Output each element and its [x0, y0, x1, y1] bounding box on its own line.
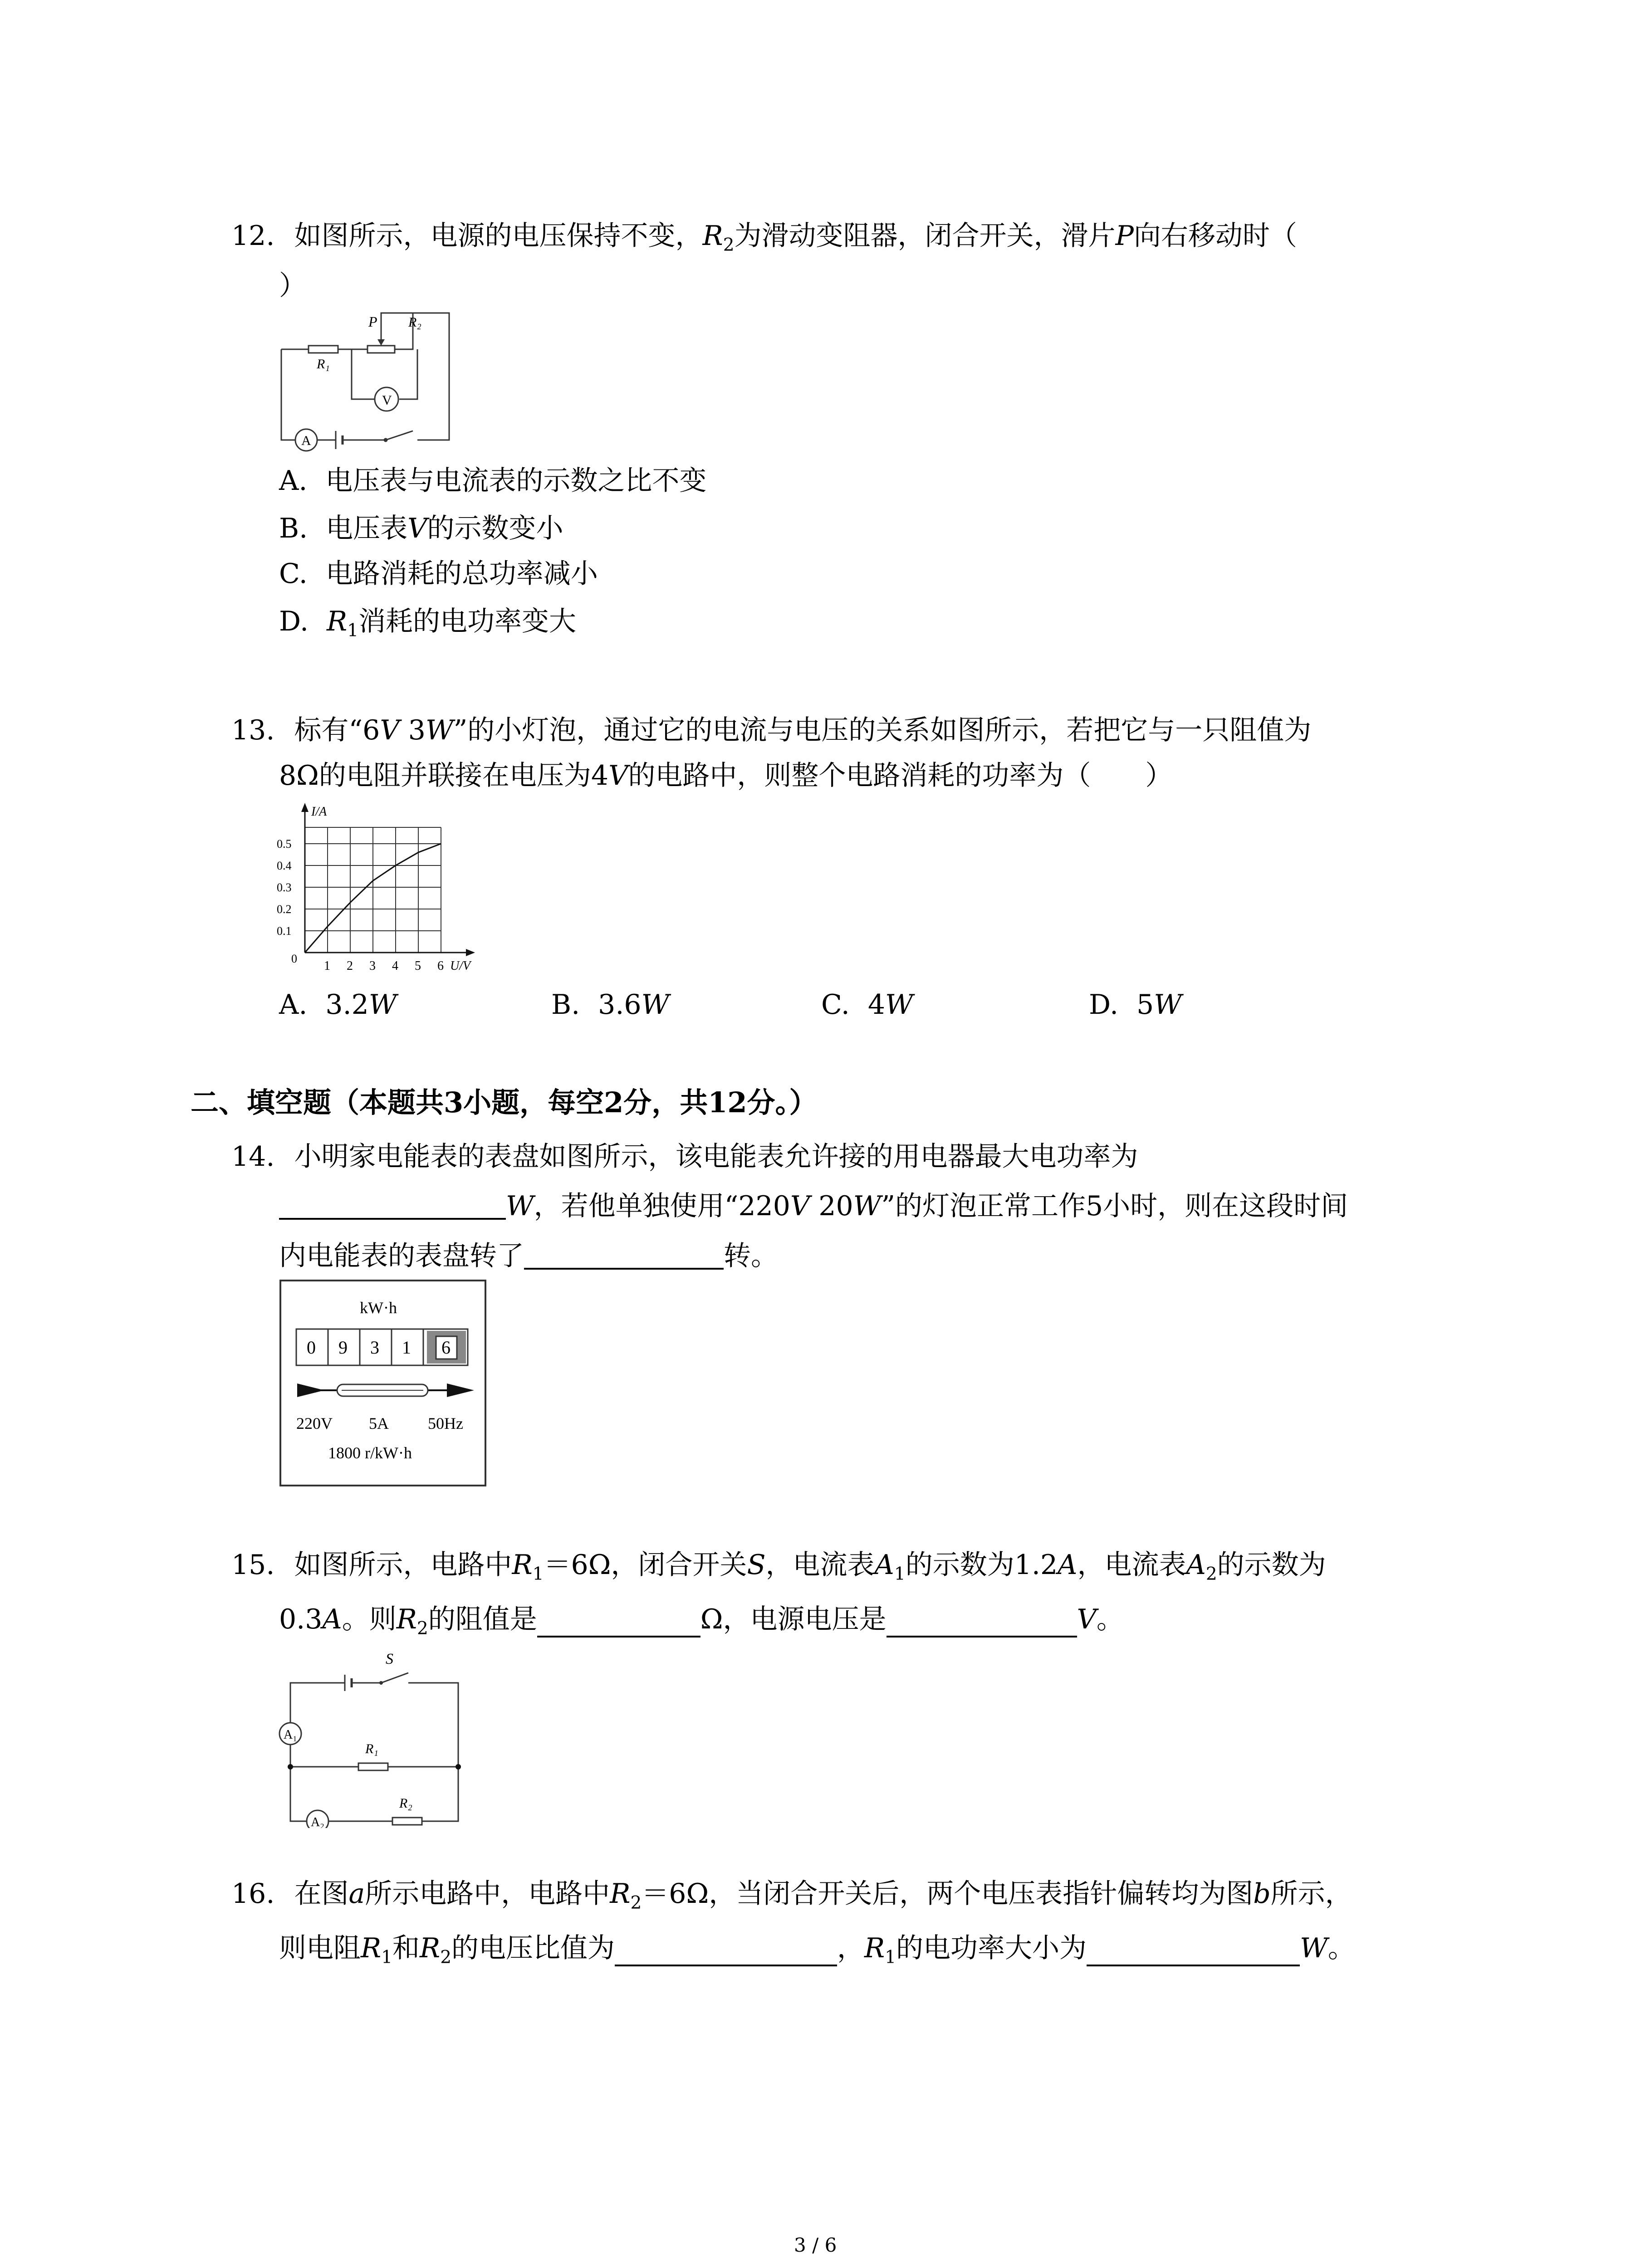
option-label: D. — [1089, 989, 1119, 1021]
q15-text-d: Ω，电源电压是 — [700, 1603, 887, 1635]
x-tick-label: 2 — [347, 959, 353, 973]
q15-var-r: R — [512, 1549, 533, 1581]
option-sub: 1 — [347, 621, 359, 641]
meter-rating-current: 5A — [369, 1414, 389, 1432]
q16-var-r2: R — [420, 1932, 441, 1964]
x-axis-arrow-icon — [466, 949, 475, 956]
q14-text: 小明家电能表的表盘如图所示，该电能表允许接的用电器最大电功率为 — [294, 1141, 1138, 1173]
option-label: B. — [279, 513, 308, 544]
q14-text-b: 20 — [810, 1190, 853, 1222]
q14-unit-w2: W — [853, 1190, 882, 1222]
x-tick-label: 6 — [437, 959, 444, 973]
q16-text-c: 的电压比值为 — [451, 1932, 615, 1964]
option-value: 4 — [867, 989, 886, 1021]
meter-digit: 1 — [402, 1337, 411, 1358]
option-var: V — [407, 513, 427, 544]
meter-digit: 9 — [338, 1337, 348, 1358]
q15-sub: 2 — [416, 1618, 428, 1639]
q16-blank-2[interactable] — [1087, 1937, 1300, 1966]
option-unit: W — [1154, 989, 1182, 1021]
option-value: 3.6 — [598, 989, 642, 1021]
q13-text: 8Ω的电阻并联接在电压为4 — [279, 760, 609, 792]
q12-text: 如图所示，电源的电压保持不变， — [294, 220, 703, 252]
q13-unit-v: V — [608, 760, 628, 792]
q12-label-v: V — [382, 393, 392, 408]
q12-option-b[interactable] — [279, 515, 563, 542]
q13-text-c: ”的小灯泡，通过它的电流与电压的关系如图所示，若把它与一只阻值为 — [453, 714, 1312, 746]
q16-var-a: a — [348, 1878, 365, 1910]
q16-var-b: b — [1253, 1878, 1271, 1910]
q15-label-r2: R₂ — [399, 1796, 412, 1811]
option-text: 消耗的电功率变大 — [358, 606, 577, 637]
q16-blank-1[interactable] — [615, 1937, 837, 1966]
option-value: 3.2 — [325, 989, 369, 1021]
q16-sub: 1 — [885, 1947, 896, 1968]
option-var: R — [327, 606, 348, 637]
q15-unit-v: V — [1077, 1603, 1097, 1635]
q13-option-b[interactable] — [551, 989, 670, 1021]
q14-text-b: 转。 — [724, 1240, 778, 1272]
option-text: 电压表与电流表的示数之比不变 — [325, 465, 707, 497]
q15-value: 0.3 — [279, 1603, 323, 1635]
q12-line2: ） — [279, 270, 306, 302]
q15-var-r: R — [396, 1603, 417, 1635]
q15-label-a2: A₂ — [311, 1815, 324, 1828]
origin-label: 0 — [291, 952, 297, 965]
q14-unit-w: W — [506, 1190, 534, 1222]
q14-number: 14. — [231, 1141, 275, 1173]
q15-blank-1[interactable] — [537, 1608, 700, 1637]
q13-option-d[interactable] — [1089, 989, 1182, 1021]
y-tick-label: 0.5 — [277, 837, 292, 850]
q15-r1-resistor — [358, 1763, 388, 1770]
q14-text: 内电能表的表盘转了 — [279, 1240, 524, 1272]
option-label: C. — [279, 558, 308, 590]
q16-sub: 1 — [381, 1947, 393, 1968]
q13-text: 标有“6 — [294, 714, 380, 746]
y-tick-label: 0.1 — [277, 924, 292, 938]
q16-text: 则电阻 — [279, 1932, 361, 1964]
q13-number: 13. — [231, 714, 275, 746]
q15-line2 — [279, 1603, 1124, 1639]
x-tick-label: 1 — [324, 959, 330, 973]
option-label: C. — [821, 989, 850, 1021]
q14-text: ，若他单独使用“220 — [534, 1190, 790, 1222]
q13-unit-w: W — [425, 714, 454, 746]
q12-text-c: 向右移动时（ — [1133, 220, 1297, 252]
q13-option-c[interactable] — [821, 989, 913, 1021]
q15-label-r1: R₁ — [365, 1741, 378, 1756]
meter-constant: 1800 r/kW·h — [328, 1444, 412, 1462]
q14-energy-meter — [279, 1279, 488, 1488]
q15-var-s: S — [747, 1549, 766, 1581]
option-label: A. — [279, 989, 308, 1021]
q16-text-b: 和 — [392, 1932, 420, 1964]
q16-unit-w: W — [1300, 1932, 1328, 1964]
q12-label-r1: R₁ — [317, 357, 330, 371]
option-text-b: 的示数变小 — [427, 513, 563, 544]
y-tick-label: 0.2 — [277, 903, 292, 916]
q12-label-p: P — [368, 313, 377, 330]
x-tick-label: 4 — [392, 959, 398, 973]
q15-label-s: S — [386, 1651, 393, 1667]
q16-var-r: R — [610, 1878, 631, 1910]
q13-text-b: 3 — [399, 714, 426, 746]
q14-line2 — [279, 1191, 1348, 1220]
q15-label-a1: A₁ — [284, 1728, 297, 1742]
q12-var-r: R — [702, 220, 723, 252]
q13-iu-chart — [272, 803, 517, 984]
meter-digit: 3 — [370, 1337, 379, 1358]
y-tick-label: 0.4 — [277, 859, 292, 872]
q15-sub: 1 — [532, 1564, 544, 1584]
q12-label-a: A — [301, 433, 311, 448]
q13-option-a[interactable] — [279, 989, 397, 1021]
q14-line3 — [279, 1241, 778, 1270]
y-axis-label: I/A — [311, 805, 327, 819]
meter-rating-frequency: 50Hz — [428, 1414, 463, 1432]
q14-blank-1[interactable] — [279, 1191, 506, 1220]
q12-label-r2: R₂ — [408, 315, 421, 330]
q16-text-e: 的电功率大小为 — [896, 1932, 1087, 1964]
option-label: B. — [551, 989, 580, 1021]
q16-var-r3: R — [864, 1932, 885, 1964]
q15-r2-resistor — [392, 1818, 422, 1825]
q16-text-c: ＝6Ω，当闭合开关后，两个电压表指针偏转均为图 — [642, 1878, 1254, 1910]
q16-line2 — [279, 1932, 1355, 1968]
q15-text-c: ，电流表 — [765, 1549, 875, 1581]
q16-var-r: R — [361, 1932, 382, 1964]
q15-text: 如图所示，电路中 — [294, 1549, 512, 1581]
q12-circuit-figure — [272, 308, 463, 454]
q12-sub: 2 — [723, 235, 735, 255]
q16-text-f: 。 — [1327, 1932, 1355, 1964]
q15-unit-a: A — [1058, 1549, 1078, 1581]
q15-text-d: 的示数为1.2 — [905, 1549, 1058, 1581]
q12-option-a[interactable] — [279, 465, 707, 497]
q13-line1 — [231, 714, 1312, 746]
option-unit: W — [368, 989, 397, 1021]
q15-text-b: ＝6Ω，闭合开关 — [544, 1549, 747, 1581]
q14-unit-v: V — [790, 1190, 810, 1222]
q12-r2-rheostat — [367, 346, 395, 353]
meter-digit-red: 6 — [441, 1337, 451, 1358]
q16-text: 在图 — [294, 1878, 349, 1910]
y-axis-arrow-icon — [301, 803, 309, 812]
q13-unit-v: V — [380, 714, 400, 746]
q15-number: 15. — [231, 1549, 275, 1581]
q12-r1-resistor — [309, 346, 338, 353]
meter-unit: kW·h — [360, 1299, 397, 1317]
q12-text-b: 为滑动变阻器，闭合开关，滑片 — [734, 220, 1116, 252]
q15-text: 。则 — [342, 1603, 397, 1635]
option-text: 电压表 — [326, 513, 408, 544]
q13-line2 — [279, 760, 1173, 792]
q16-text-d: 所示， — [1270, 1878, 1352, 1910]
q12-number: 12. — [231, 220, 275, 252]
q16-sub: 2 — [440, 1947, 452, 1968]
q15-sub: 2 — [1205, 1564, 1217, 1584]
option-unit: W — [885, 989, 913, 1021]
q16-line1 — [231, 1880, 1352, 1912]
q16-number: 16. — [231, 1878, 275, 1910]
q16-sub: 2 — [630, 1893, 642, 1913]
q15-text-f: 的示数为 — [1217, 1549, 1326, 1581]
page-number: 3 / 6 — [794, 2234, 837, 2256]
q15-var-a: A — [874, 1549, 894, 1581]
q14-blank-2[interactable] — [524, 1241, 724, 1270]
q12-line1 — [231, 222, 1297, 254]
q12-option-d[interactable] — [279, 608, 576, 640]
x-tick-label: 3 — [369, 959, 376, 973]
option-unit: W — [641, 989, 670, 1021]
q15-unit-a: A — [322, 1603, 342, 1635]
q15-text-e: 。 — [1096, 1603, 1124, 1635]
option-text: 电路消耗的总功率减小 — [325, 558, 598, 590]
q15-text-c: 的阻值是 — [428, 1603, 537, 1635]
q14-text-c: ”的灯泡正常工作5小时，则在这段时间 — [881, 1190, 1348, 1222]
q15-blank-2[interactable] — [887, 1608, 1077, 1637]
q16-text-b: 所示电路中，电路中 — [365, 1878, 610, 1910]
x-axis-label: U/V — [450, 959, 471, 973]
q12-option-c[interactable] — [279, 558, 598, 590]
option-label: D. — [279, 606, 309, 637]
q15-var-a2: A — [1186, 1549, 1206, 1581]
q14-line1 — [231, 1141, 1138, 1173]
q15-sub: 1 — [894, 1564, 906, 1584]
q15-circuit-figure — [272, 1647, 463, 1828]
q13-text-b: 的电路中，则整个电路消耗的功率为（ ） — [628, 760, 1173, 792]
q15-line1 — [231, 1551, 1326, 1583]
section-heading: 二、填空题（本题共3小题，每空2分，共12分。） — [191, 1086, 818, 1119]
option-label: A. — [279, 465, 308, 497]
x-tick-label: 5 — [415, 959, 421, 973]
y-tick-label: 0.3 — [277, 881, 292, 894]
meter-rating-voltage: 220V — [296, 1414, 333, 1432]
q12-var-p: P — [1115, 220, 1134, 252]
q15-text-e: ，电流表 — [1077, 1549, 1186, 1581]
option-value: 5 — [1136, 989, 1154, 1021]
q16-text-d: ， — [837, 1932, 865, 1964]
meter-digit: 0 — [307, 1337, 316, 1358]
